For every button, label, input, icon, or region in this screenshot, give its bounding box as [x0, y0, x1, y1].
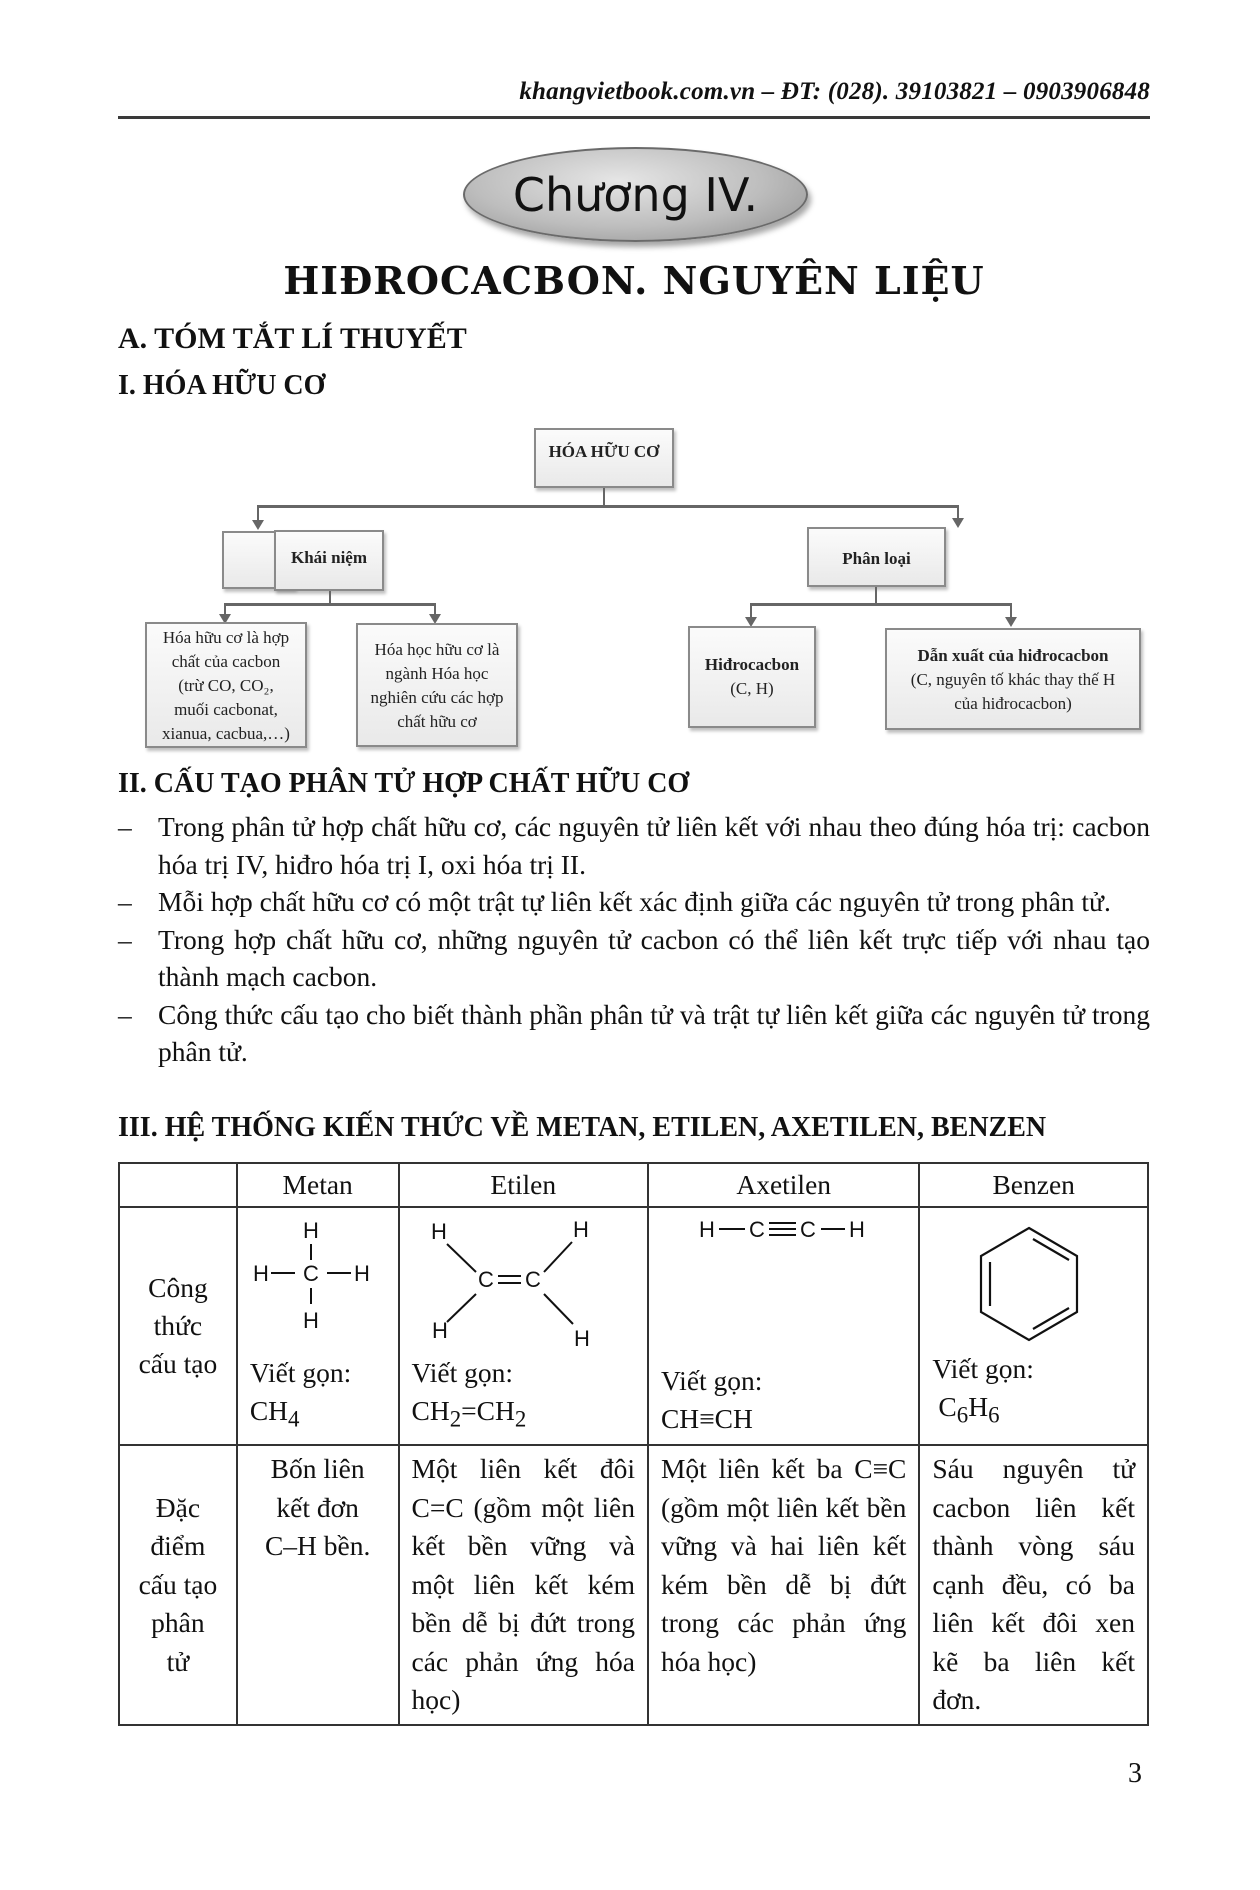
bond-line	[447, 1244, 476, 1272]
table-header-row	[119, 1163, 1148, 1207]
double-bond-line	[1033, 1308, 1069, 1329]
diagram-node-definition-1	[145, 622, 307, 748]
header-cell-empty	[119, 1163, 237, 1207]
section-1-heading: I. HÓA HỮU CƠ	[118, 370, 326, 401]
atom-label: H	[353, 1261, 370, 1286]
atom-label: H	[302, 1308, 319, 1333]
acetylene-structure-cell	[648, 1207, 919, 1445]
header-cell-benzene: Benzen	[919, 1163, 1148, 1207]
connector-line	[750, 603, 1012, 606]
arrow-down-icon	[1005, 617, 1017, 627]
row-label-structural-formula	[119, 1207, 237, 1445]
node-text-line: chất hữu cơ	[397, 712, 477, 731]
atom-label: H	[699, 1217, 715, 1242]
benzene-features-cell	[919, 1445, 1148, 1725]
node-text-line: (trừ CO, CO₂,	[178, 676, 274, 695]
chapter-label: Chương IV.	[512, 167, 759, 222]
benzene-condensed-formula	[932, 1350, 1033, 1435]
dash-icon: –	[118, 923, 132, 955]
diagram-root-label: HÓA HỮU CƠ	[548, 442, 660, 461]
page-number: 3	[1128, 1758, 1142, 1789]
connector-line	[603, 488, 605, 506]
atom-label: C	[524, 1267, 541, 1292]
bullet-item	[118, 921, 1150, 996]
bullet-text: Trong hợp chất hữu cơ, những nguyên tử cacbon có thể liên kết trực tiếp với nhau tạo thành mạch cacbon.	[158, 923, 1150, 992]
row-label-line: thức	[153, 1310, 203, 1341]
row-label-line: điểm	[150, 1530, 206, 1561]
feature-text: Bốn liên kết đơn C–H bền.	[264, 1453, 371, 1561]
condensed-label: Viết gọn:	[932, 1352, 1034, 1384]
dash-icon: –	[118, 886, 132, 917]
header-cell-acetylene: Axetilen	[648, 1163, 919, 1207]
condensed-label: Viết gọn:	[249, 1356, 352, 1388]
row-label-line: cấu tạo	[138, 1568, 218, 1600]
methane-features-cell	[237, 1445, 399, 1725]
benzene-ring-icon	[920, 1208, 1149, 1368]
header-cell-ethylene: Etilen	[399, 1163, 648, 1207]
node-text-line: của hiđrocacbon)	[954, 694, 1072, 713]
node-title: Hiđrocacbon	[704, 655, 800, 674]
node-text-line: (C, H)	[730, 679, 774, 698]
formula-text: $CH_4$	[249, 1394, 300, 1431]
bullet-item	[118, 883, 1150, 921]
formula-text: $CH_2=CH_2$	[411, 1394, 527, 1431]
methane-structural-formula-icon	[238, 1208, 400, 1368]
bullet-text: Mỗi hợp chất hữu cơ có một trật tự liên kết xác định giữa các nguyên tử trong phân tử.	[158, 886, 1111, 917]
dash-icon: –	[118, 998, 132, 1030]
atom-label: C	[800, 1217, 816, 1242]
concept-label: Khái niệm	[290, 548, 368, 567]
node-text-line: (C, nguyên tố khác thay thế H	[910, 670, 1116, 689]
node-text-line: Hóa hữu cơ là hợp	[162, 628, 290, 647]
atom-label: H	[572, 1217, 589, 1242]
ethylene-structure-cell	[399, 1207, 648, 1445]
formula-text: CH≡CH	[660, 1403, 753, 1434]
feature-text: Một liên kết đôi C=C (gồm một liên kết bền vững và một liên kết kém bền dễ bị đứt trong các phản ứng hóa học)	[411, 1453, 635, 1715]
ethylene-condensed-formula	[412, 1354, 527, 1439]
feature-text: Sáu nguyên tử cacbon liên kết thành vòng sáu cạnh đều, có ba liên kết đôi xen kẽ ba liên kết đơn.	[932, 1453, 1135, 1715]
arrow-down-icon	[252, 520, 264, 530]
diagram-node-derivatives	[885, 628, 1141, 730]
bullet-text: Trong phân tử hợp chất hữu cơ, các nguyên tử liên kết với nhau theo đúng hóa trị: cacbon hóa trị IV, hiđro hóa trị I, oxi hóa trị II.	[158, 811, 1150, 880]
diagram-node-concept-box	[274, 530, 384, 591]
acetylene-features-cell	[648, 1445, 919, 1725]
atom-label: H	[302, 1218, 319, 1243]
node-text-line: ngành Hóa học	[385, 664, 489, 683]
node-text-line: Hóa học hữu cơ là	[374, 640, 500, 659]
section-2-heading: II. CẤU TẠO PHÂN TỬ HỢP CHẤT HỮU CƠ	[118, 768, 690, 799]
feature-text: Một liên kết ba C≡C (gồm một liên kết bền vững và hai liên kết kém bền dễ bị đứt trong các phản ứng hóa học)	[660, 1453, 907, 1677]
bullet-item	[118, 808, 1150, 883]
acetylene-structural-formula-icon	[649, 1208, 921, 1368]
bullet-text: Công thức cấu tạo cho biết thành phần phân tử và trật tự liên kết giữa các nguyên tử trong phân tử.	[158, 998, 1150, 1067]
chapter-badge	[463, 147, 808, 242]
node-text-line: chất của cacbon	[171, 652, 281, 671]
ethylene-features-cell	[399, 1445, 648, 1725]
atom-label: C	[749, 1217, 765, 1242]
condensed-label: Viết gọn:	[660, 1365, 763, 1396]
ethylene-structural-formula-icon	[400, 1208, 650, 1368]
structure-bullet-list	[118, 808, 1150, 1071]
bond-line	[447, 1294, 476, 1322]
bond-line	[544, 1242, 572, 1272]
node-title: Dẫn xuất của hiđrocacbon	[917, 646, 1109, 665]
chapter-title: HIĐROCACBON. NGUYÊN LIỆU	[283, 258, 985, 303]
diagram-node-definition-2	[356, 623, 518, 747]
table-row-features	[119, 1445, 1148, 1725]
bullet-item	[118, 996, 1150, 1071]
ring-outline	[981, 1228, 1077, 1340]
node-text-line: xianua, cacbua,…)	[162, 724, 290, 743]
benzene-structure-cell	[919, 1207, 1148, 1445]
atom-label: H	[430, 1219, 447, 1244]
diagram-node-classification	[807, 527, 946, 587]
row-label-line: phân	[151, 1607, 205, 1638]
connector-line	[257, 505, 959, 508]
diagram-node-hydrocarbon	[688, 626, 816, 728]
row-label-line: tử	[166, 1645, 190, 1677]
dash-icon: –	[118, 811, 132, 842]
connector-line	[257, 505, 259, 521]
atom-label: H	[431, 1318, 448, 1343]
atom-label: C	[302, 1261, 319, 1286]
row-label-structural-features	[119, 1445, 237, 1725]
atom-label: C	[477, 1267, 494, 1292]
atom-label: H	[849, 1217, 865, 1242]
header-cell-methane: Metan	[237, 1163, 399, 1207]
arrow-down-icon	[952, 518, 964, 528]
connector-line	[957, 505, 959, 519]
table-row-structure	[119, 1207, 1148, 1445]
row-label-line: Đặc	[155, 1491, 201, 1523]
atom-label: H	[252, 1261, 269, 1286]
row-label-line: Công	[148, 1272, 208, 1303]
acetylene-condensed-formula	[661, 1362, 762, 1438]
double-bond-line	[1033, 1239, 1069, 1260]
atom-label: H	[573, 1326, 590, 1351]
classification-label: Phân loại	[842, 549, 911, 568]
connector-line	[224, 603, 436, 606]
condensed-label: Viết gọn:	[411, 1356, 513, 1388]
page-header: khangvietbook.com.vn – ĐT: (028). 39103821 – 0903906848	[519, 78, 1150, 105]
node-text-line: muối cacbonat,	[174, 700, 278, 719]
section-3-heading: III. HỆ THỐNG KIẾN THỨC VỀ METAN, ETILEN, AXETILEN, BENZEN	[118, 1112, 1047, 1143]
node-text-line: nghiên cứu các hợp	[370, 688, 504, 707]
hydrocarbon-comparison-table	[118, 1162, 1149, 1726]
methane-structure-cell	[237, 1207, 399, 1445]
diagram-root-node	[534, 428, 674, 488]
section-a-heading: A. TÓM TẮT LÍ THUYẾT	[118, 322, 467, 355]
formula-text: $C_6H_6$	[938, 1390, 1000, 1427]
row-label-line: cấu tạo	[138, 1348, 218, 1379]
header-divider	[118, 116, 1150, 119]
bond-line	[544, 1294, 573, 1324]
methane-condensed-formula	[250, 1354, 351, 1439]
